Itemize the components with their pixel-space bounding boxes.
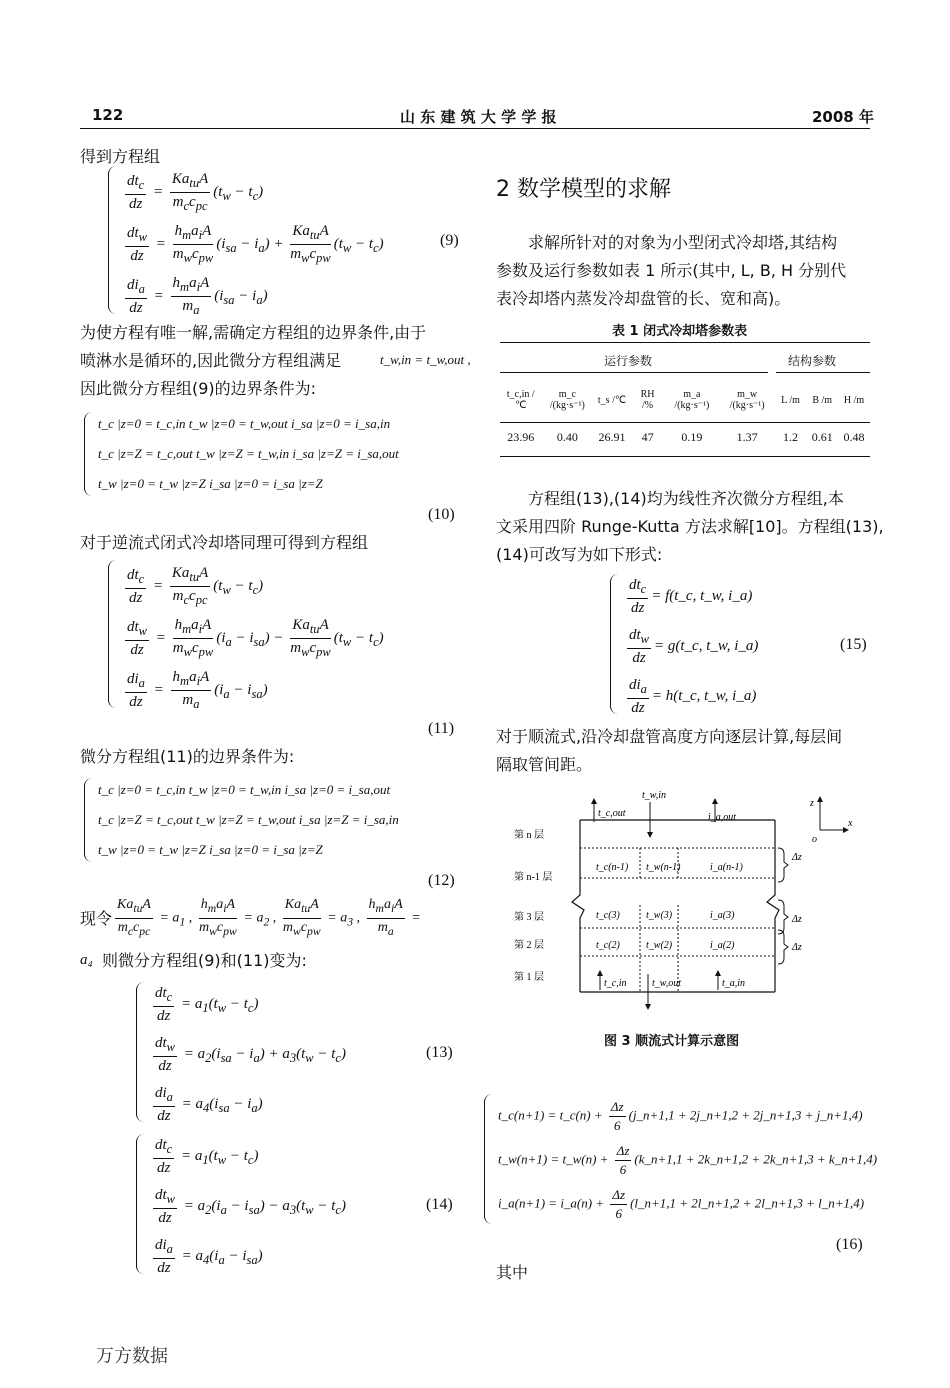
equation-10 — [84, 412, 464, 496]
fig-label: t_c,out — [598, 808, 626, 819]
layer-label: 第 n 层 — [514, 830, 544, 841]
brace — [484, 1094, 495, 1224]
equation-12 — [84, 778, 464, 862]
eq15-rhs-1: = f(t_c, t_w, i_a) — [651, 587, 753, 604]
table-group-2: 结构参数 — [788, 354, 837, 368]
table-head: t_c,in /℃ — [506, 389, 535, 411]
params-table — [500, 380, 870, 454]
frame-left — [572, 820, 584, 992]
arrowhead — [647, 832, 653, 838]
fig-label: i_a(2) — [710, 940, 735, 951]
left-para-3: 对于逆流式闭式冷却塔同理可得到方程组 — [80, 533, 369, 552]
table-cell: 1.2 — [783, 429, 799, 444]
table-caption: 表 1 闭式冷却塔参数表 — [612, 324, 748, 339]
table-head: m_a /(kg·s⁻¹) — [674, 389, 710, 411]
right-para-1-line-3: 表冷却塔内蒸发冷却盘管的长、宽和高)。 — [496, 289, 791, 308]
eq-number-9: (9) — [440, 232, 459, 249]
table-head: L /m — [781, 394, 800, 406]
dz-label: Δz — [792, 852, 802, 863]
fig-label: t_c(2) — [596, 940, 620, 951]
eq-number-11: (11) — [428, 720, 455, 737]
bc12-row-3: t_w |z=0 = t_w |z=Z i_sa |z=0 = i_sa |z=Z — [98, 842, 323, 857]
left-para-2b: 喷淋水是循环的,因此微分方程组满足 — [80, 351, 342, 370]
arrowhead — [817, 796, 823, 802]
figure-caption: 图 3 顺流式计算示意图 — [604, 1034, 740, 1049]
table-head: RH /% — [640, 389, 655, 411]
right-para-2-line-3: (14)可改写为如下形式: — [496, 545, 663, 564]
right-para-1-line-1: 求解所针对的对象为小型闭式冷却塔,其结构 — [528, 233, 838, 252]
header-rule — [80, 128, 870, 129]
section-heading: 2 数学模型的求解 — [496, 177, 671, 202]
eq-number-14: (14) — [426, 1196, 453, 1213]
table-cell: 47 — [641, 429, 654, 444]
table-cell: 23.96 — [507, 429, 535, 444]
eq-number-15: (15) — [840, 636, 867, 653]
arrowhead — [715, 970, 721, 976]
eq-number-16: (16) — [836, 1236, 863, 1253]
brace — [610, 574, 621, 714]
arrowhead — [645, 1004, 651, 1010]
year: 2008 年 — [812, 108, 874, 126]
table-group-1: 运行参数 — [604, 354, 653, 368]
watermark: 万方数据 — [96, 1346, 168, 1367]
layer-label: 第 3 层 — [514, 912, 544, 923]
fig-label: t_w,out — [652, 978, 681, 989]
left-para-1: 得到方程组 — [80, 147, 161, 166]
eq-number-10: (10) — [428, 506, 455, 523]
table-cell: 0.61 — [811, 429, 833, 444]
equation-16: t_c(n+1) = t_c(n) + $\frac{\Delta z}{6}$ (j_n+1,1 + 2j_n+1,2 + 2j_n+1,3 + j_n+1,4) t_w(n+1) = t_w(n) + $\frac{\Delta z}{6}$ (k_n+1,1 + 2k_n+1,2 + 2k_n+1,3 + k_n+1,4) i_a(n+1) = i_a(n) + $\frac{\Delta z}{6}$ (l_n+1,1 + 2l_n+1,2 + 2l_n+1,3 + l_n+1,4) — [484, 1094, 884, 1224]
equation-13: $\frac{dt_c}{dz}$ = $a_1(t_w - t_c)$ $\frac{dt_w}{dz}$ = $a_2(i_{sa} - i_a) + a_3(t_w - t_c)$ $\frac{di_a}{dz}$ = $a_4(i_{sa} - i_a)$ — [136, 982, 436, 1122]
table-head: m_c /(kg·s⁻¹) — [549, 389, 585, 411]
right-para-1-line-2: 参数及运行参数如表 1 所示(其中, L, B, H 分别代 — [496, 261, 847, 280]
eq16-row-3: i_a(n+1) = i_a(n) + — [498, 1195, 608, 1211]
right-para-2-line-2: 文采用四阶 Runge-Kutta 方法求解[10]。方程组(13), — [496, 517, 884, 536]
fig-label: i_a(3) — [710, 910, 735, 921]
left-para-2a: 为使方程有唯一解,需确定方程组的边界条件,由于 — [80, 323, 427, 342]
brace — [84, 412, 95, 496]
journal-title: 山 东 建 筑 大 学 学 报 — [400, 108, 557, 126]
eq16-row-2: t_w(n+1) = t_w(n) + — [498, 1151, 612, 1167]
table-cell: 0.19 — [681, 429, 703, 444]
table-bottom-rule — [500, 456, 870, 457]
bc10-row-1: t_c |z=0 = t_c,in t_w |z=0 = t_w,out i_sa |z=0 = i_sa,in — [98, 416, 391, 431]
brace — [136, 1134, 147, 1274]
fig-label: t_c,in — [604, 978, 627, 989]
table-head: t_s /℃ — [597, 394, 627, 406]
figure-3-diagram — [510, 790, 870, 1010]
layer-label: 第 n-1 层 — [514, 872, 553, 883]
bc10-row-2: t_c |z=Z = t_c,out t_w |z=Z = t_w,in i_sa |z=Z = i_sa,out — [98, 446, 399, 461]
fig-label: t_c(3) — [596, 910, 620, 921]
fig-label: t_a,in — [722, 978, 746, 989]
arrowhead — [591, 798, 597, 804]
axis-label: z — [810, 798, 814, 809]
table-cell: 0.48 — [843, 429, 865, 444]
axis-label: o — [812, 834, 817, 845]
dz-label: Δz — [792, 942, 802, 953]
left-para-4: 微分方程组(11)的边界条件为: — [80, 747, 295, 766]
layer-label: 第 2 层 — [514, 940, 544, 951]
right-para-3-line-2: 隔取管间距。 — [496, 755, 593, 774]
a4-symbol: a₄ — [80, 952, 93, 968]
axis-label: x — [848, 818, 853, 829]
fig-label: i_a(n-1) — [710, 862, 743, 873]
equation-9: $\frac{dt_c}{dz}$ = $\frac{Ka_{tu}A}{m_cc_{pc}}$ $(t_w - t_c)$ $\frac{dt_w}{dz}$ = $\frac{h_ma_iA}{m_wc_{pw}}$ $(i_{sa} - i_a)$ + $\frac{Ka_{tu}A}{m_wc_{pw}}$ $(t_w - t_c)$ $\frac{di_a}{dz}$ = $\frac{h_ma_iA}{m_a}$ $(i_{sa} - i_a)$ — [108, 166, 458, 314]
eq-number-13: (13) — [426, 1044, 453, 1061]
dz-label: Δz — [792, 914, 802, 925]
table-cell: 1.37 — [736, 429, 758, 444]
page-number: 122 — [92, 106, 124, 124]
let-definitions: $\frac{Ka_{tu}A}{m_cc_{pc}}$ = $a_1$ , $\frac{h_ma_iA}{m_wc_{pw}}$ = $a_2$ , $\frac{Ka_{tu}A}{m_wc_{pw}}$ = $a_3$ , $\frac{h_ma_iA}{m_a}$ = — [117, 897, 421, 938]
right-para-3-line-1: 对于顺流式,沿冷却盘管高度方向逐层计算,每层间 — [496, 727, 843, 746]
bc12-row-2: t_c |z=Z = t_c,out t_w |z=Z = t_w,out i_sa |z=Z = i_sa,in — [98, 812, 399, 827]
eq16-tail-3: (l_n+1,1 + 2l_n+1,2 + 2l_n+1,3 + l_n+1,4) — [630, 1195, 865, 1211]
dz-brace — [778, 900, 788, 934]
right-para-4: 其中 — [496, 1263, 529, 1282]
left-para-2b-eq: t_w,in = t_w,out , — [380, 352, 471, 367]
table-group-rule-1 — [500, 372, 768, 373]
table-cell: 0.40 — [556, 429, 578, 444]
equation-11: $\frac{dt_c}{dz}$ = $\frac{Ka_{tu}A}{m_cc_{pc}}$ $(t_w - t_c)$ $\frac{dt_w}{dz}$ = $\frac{h_ma_iA}{m_wc_{pw}}$ $(i_a - i_{sa})$ − $\frac{Ka_{tu}A}{m_wc_{pw}}$ $(t_w - t_c)$ $\frac{di_a}{dz}$ = $\frac{h_ma_iA}{m_a}$ $(i_a - i_{sa})$ — [108, 560, 458, 708]
left-para-5b: 则微分方程组(9)和(11)变为: — [102, 951, 307, 970]
brace — [108, 560, 119, 708]
dz-brace — [778, 930, 788, 964]
table-head: B /m — [812, 394, 833, 406]
brace — [108, 166, 119, 314]
eq16-row-1: t_c(n+1) = t_c(n) + — [498, 1107, 606, 1123]
fig-label: t_w,in — [642, 790, 666, 801]
fig-label: i_a,out — [708, 812, 737, 823]
equation-14: $\frac{dt_c}{dz}$ = $a_1(t_w - t_c)$ $\frac{dt_w}{dz}$ = $a_2(i_a - i_{sa}) - a_3(t_w - t_c)$ $\frac{di_a}{dz}$ = $a_4(i_a - i_{sa})$ — [136, 1134, 436, 1274]
fig-label: t_w(n-1) — [646, 862, 681, 873]
bc10-row-3: t_w |z=0 = t_w |z=Z i_sa |z=0 = i_sa |z=Z — [98, 476, 323, 491]
frame-right — [767, 820, 779, 992]
eq16-tail-1: (j_n+1,1 + 2j_n+1,2 + 2j_n+1,3 + j_n+1,4) — [628, 1107, 863, 1123]
brace — [84, 778, 95, 862]
table-top-rule — [500, 342, 870, 343]
eq-number-12: (12) — [428, 872, 455, 889]
layer-label: 第 1 层 — [514, 972, 544, 983]
right-para-2-line-1: 方程组(13),(14)均为线性齐次微分方程组,本 — [528, 489, 844, 508]
eq15-rhs-2: = g(t_c, t_w, i_a) — [654, 637, 759, 654]
table-head: H /m — [843, 394, 865, 406]
fig-label: t_c(n-1) — [596, 862, 629, 873]
table-head: m_w /(kg·s⁻¹) — [729, 389, 765, 411]
eq15-rhs-3: = h(t_c, t_w, i_a) — [651, 687, 757, 704]
fig-label: t_w(3) — [646, 910, 673, 921]
arrowhead — [712, 798, 718, 804]
left-para-2c: 因此微分方程组(9)的边界条件为: — [80, 379, 317, 398]
fig-label: t_w(2) — [646, 940, 673, 951]
eq16-tail-2: (k_n+1,1 + 2k_n+1,2 + 2k_n+1,3 + k_n+1,4) — [634, 1151, 878, 1167]
equation-15: $\frac{dt_c}{dz}$ = f(t_c, t_w, i_a) $\frac{dt_w}{dz}$ = g(t_c, t_w, i_a) $\frac{di_a}{dz}$ = h(t_c, t_w, i_a) — [610, 574, 810, 714]
table-group-rule-2 — [776, 372, 870, 373]
brace — [136, 982, 147, 1122]
left-para-5a: 现令 — [80, 909, 113, 928]
arrowhead — [597, 970, 603, 976]
dz-brace — [778, 848, 788, 882]
table-cell: 26.91 — [598, 429, 626, 444]
bc12-row-1: t_c |z=0 = t_c,in t_w |z=0 = t_w,in i_sa |z=0 = i_sa,out — [98, 782, 391, 797]
